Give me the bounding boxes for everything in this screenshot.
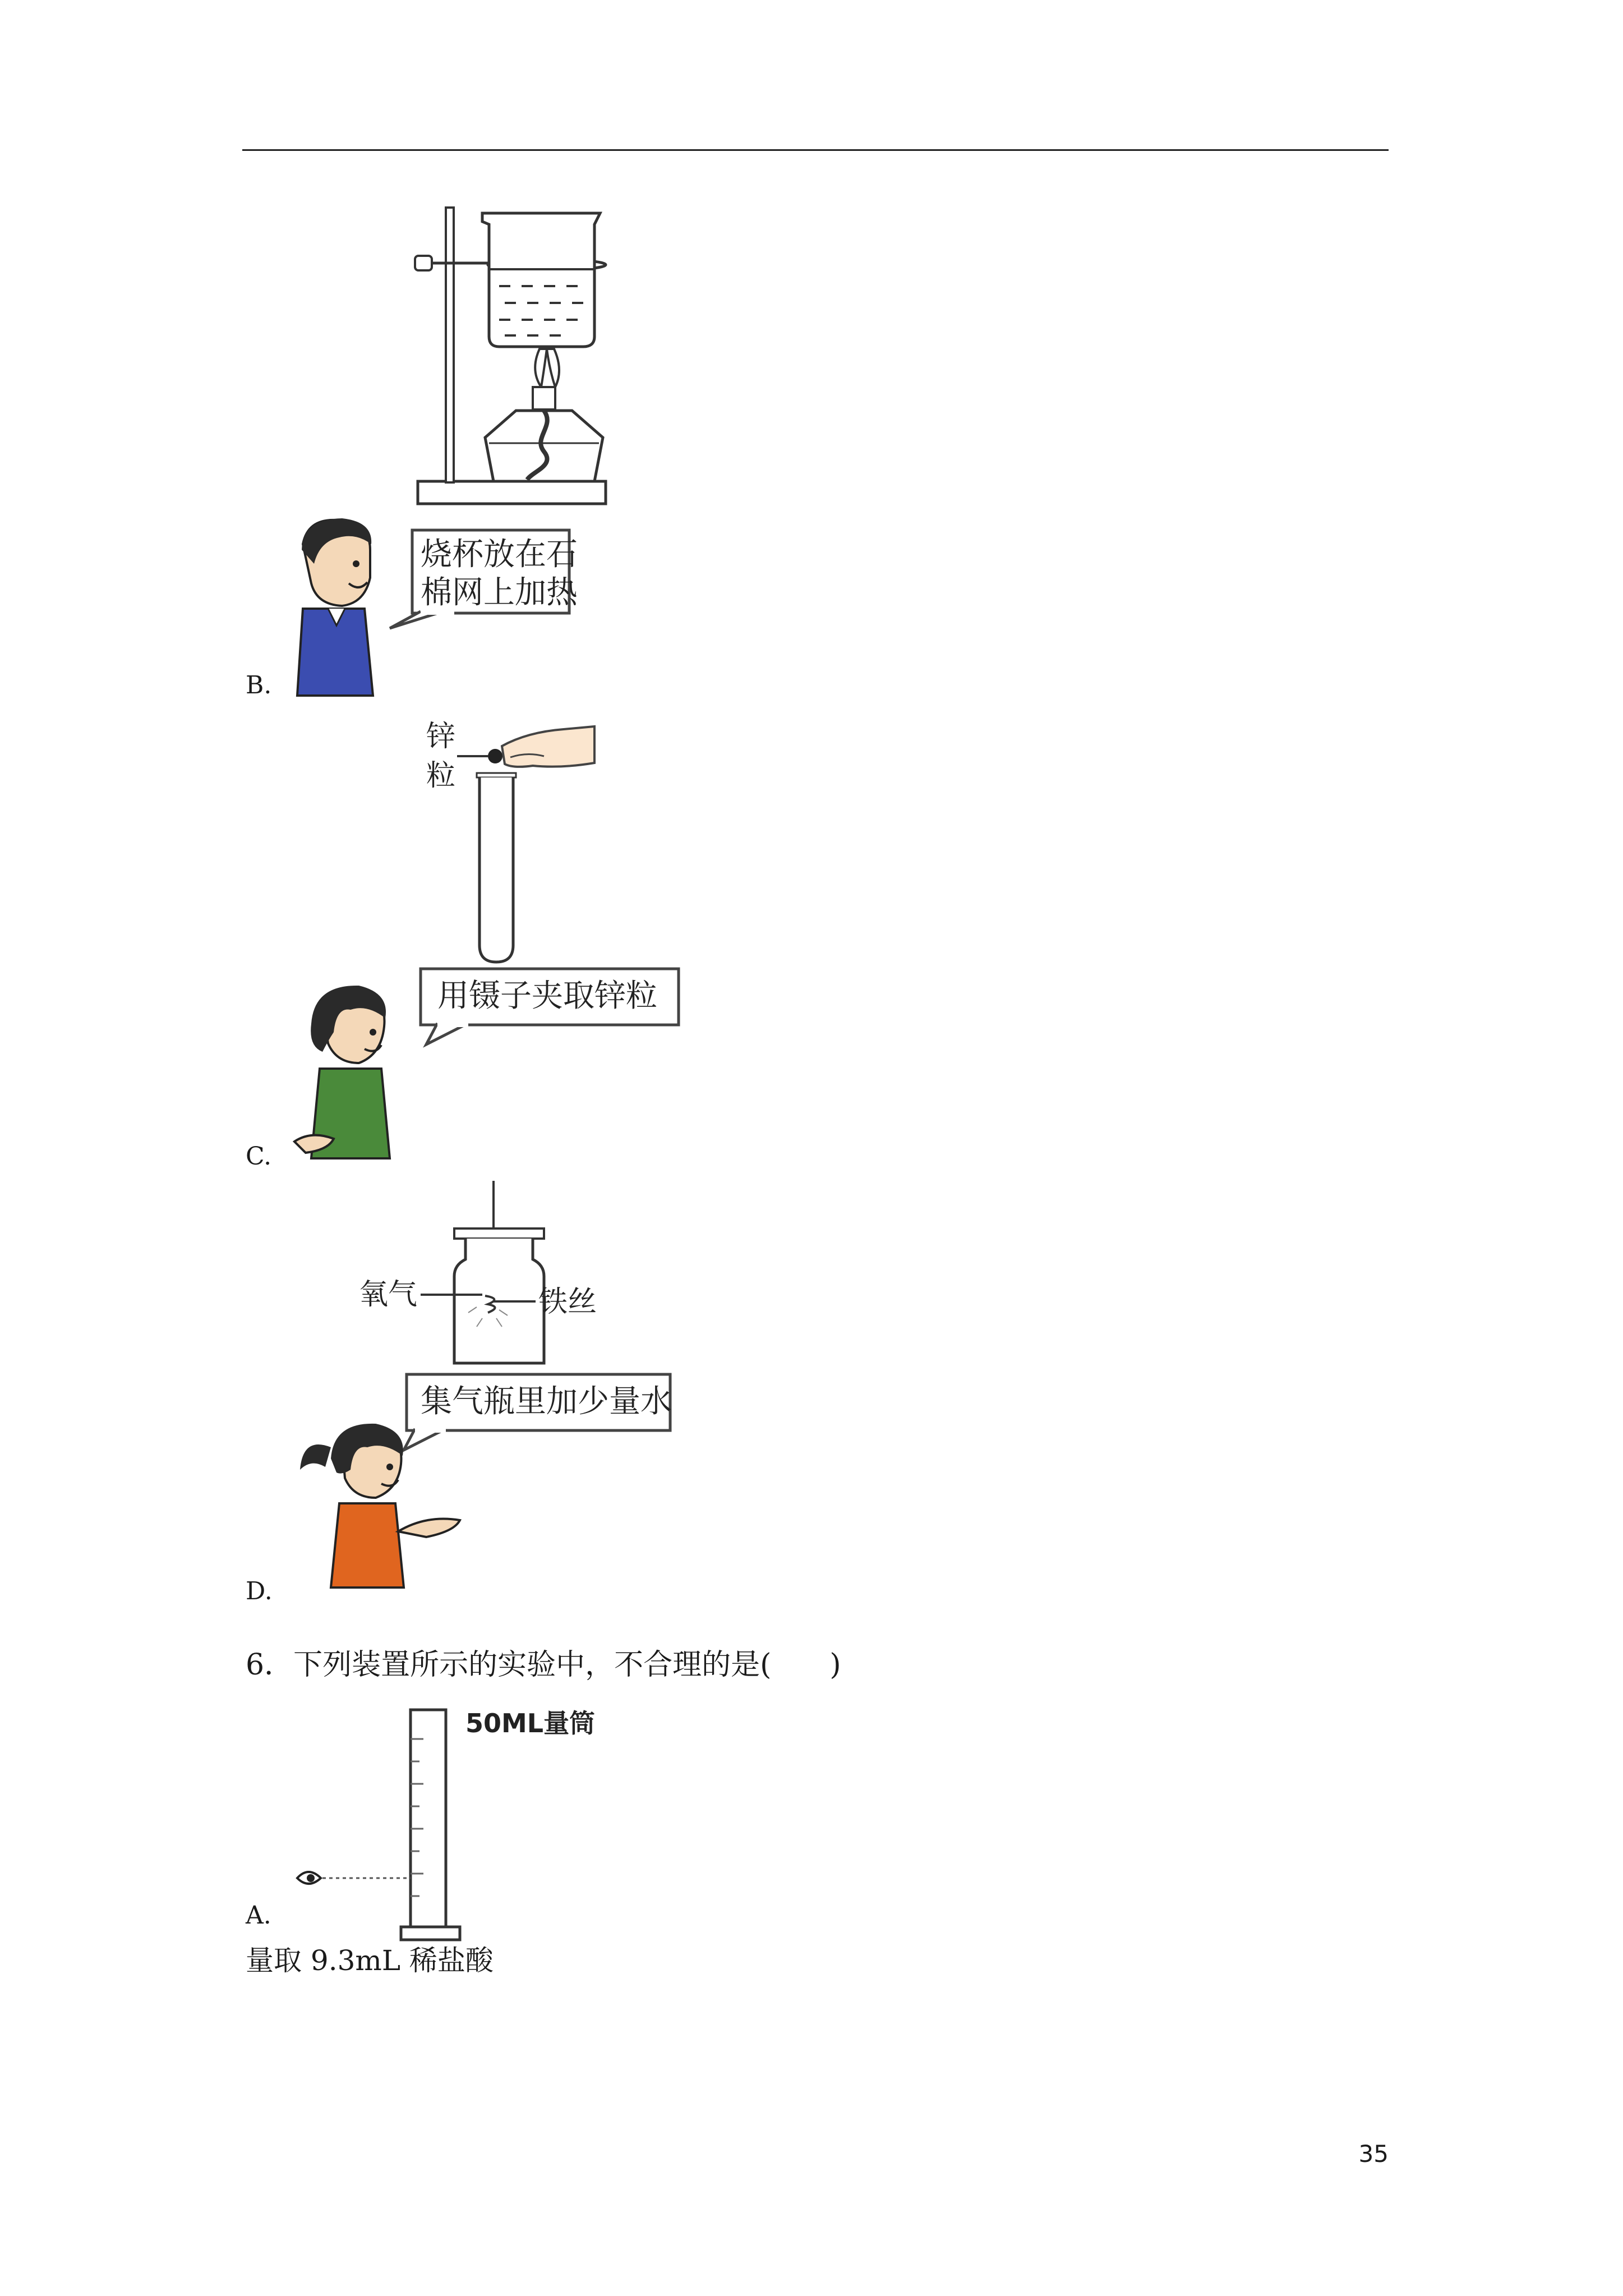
label-zinc-1: 锌 — [426, 720, 456, 753]
figure-option-d — [348, 1178, 611, 1374]
bubble-d-text: 集气瓶里加少量水 — [421, 1383, 672, 1420]
bubble-b-line-2: 棉网上加热 — [421, 574, 578, 611]
option-d-letter: D. — [246, 1577, 273, 1605]
student-girl-c — [289, 979, 412, 1164]
question-text: 下列装置所示的实验中，不合理的是( ) — [293, 1648, 841, 1682]
figure-option-c — [415, 712, 606, 970]
option-a-letter: A. — [246, 1901, 271, 1930]
speech-bubble-c — [415, 966, 684, 1050]
label-iron-wire: 铁丝 — [538, 1285, 597, 1319]
option-a-caption: 量取 9.3mL 稀盐酸 — [246, 1944, 494, 1977]
question-number: 6． — [246, 1648, 294, 1682]
figure-option-a — [292, 1700, 606, 1947]
bubble-c-text: 用镊子夹取锌粒 — [437, 978, 657, 1014]
student-girl-d — [292, 1414, 471, 1599]
label-oxygen: 氧气 — [359, 1278, 418, 1312]
bubble-b-line-1: 烧杯放在石 — [421, 536, 578, 573]
page-number: 35 — [1358, 2140, 1389, 2168]
question-6-stem — [246, 1648, 841, 1682]
header-rule — [242, 149, 1389, 151]
student-boy-b — [286, 510, 387, 696]
label-zinc-2: 粒 — [426, 759, 456, 793]
speech-bubble-b — [387, 527, 578, 634]
option-c-letter: C. — [246, 1142, 272, 1171]
cylinder-label: 50ML量筒 — [465, 1708, 596, 1738]
option-b-letter: B. — [246, 671, 272, 700]
